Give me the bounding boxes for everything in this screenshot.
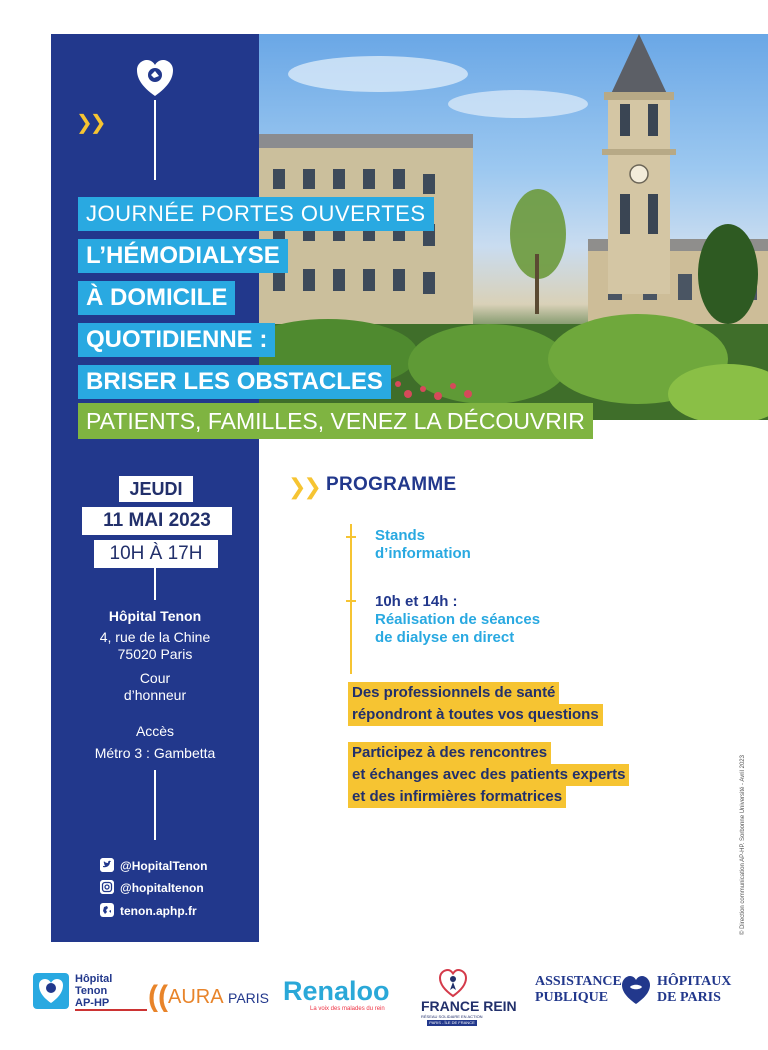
title-line-2: L’HÉMODIALYSE <box>78 239 288 273</box>
twitter-handle: @HopitalTenon <box>120 859 208 873</box>
france-rein-region: PARIS - ÎLE DE FRANCE <box>427 1020 477 1026</box>
programme-item-2-line-1: Réalisation de séances <box>375 611 541 628</box>
subtitle: PATIENTS, FAMILLES, VENEZ LA DÉCOUVRIR <box>78 403 593 439</box>
instagram-handle: @hopitaltenon <box>120 881 204 895</box>
tenon-logo-text: Hôpital Tenon AP-HP <box>75 973 113 1009</box>
programme-item-2-line-2: de dialyse en direct <box>375 629 515 646</box>
timeline-tick <box>346 536 356 538</box>
programme-title: PROGRAMME <box>326 474 457 495</box>
globe-icon <box>100 903 114 917</box>
programme-item-1-line-2: d’information <box>375 545 471 562</box>
timeline-tick <box>346 600 356 602</box>
renaloo-tagline: La voix des malades du rein <box>310 1006 385 1012</box>
programme-item-1-line-1: Stands <box>375 527 426 544</box>
credit-text: © Direction communication AP-HP. Sorbonne Université - Avril 2023 <box>740 755 746 935</box>
aphp-logo <box>535 972 740 1018</box>
tenon-heart-logo <box>135 58 175 98</box>
renaloo-logo: Renaloo <box>283 976 390 1006</box>
instagram-link[interactable] <box>100 880 204 896</box>
france-rein-name: FRANCE REIN <box>421 998 517 1014</box>
title-line-5: BRISER LES OBSTACLES <box>78 365 391 399</box>
chevron-icon: ❯❯ <box>288 474 319 499</box>
highlight-2-line-1: Participez à des rencontres <box>348 742 551 764</box>
event-date: 11 MAI 2023 <box>82 507 232 535</box>
website-url: tenon.aphp.fr <box>120 904 197 918</box>
highlight-1-line-1: Des professionnels de santé <box>348 682 559 704</box>
website-link[interactable] <box>100 903 197 919</box>
logo-underline <box>75 1009 147 1011</box>
highlight-2-line-3: et des infirmières formatrices <box>348 786 566 808</box>
aphp-left-text: ASSISTANCE PUBLIQUE <box>535 974 622 1005</box>
aura-flame-icon: (( <box>148 980 168 1013</box>
highlight-2-line-2: et échanges avec des patients experts <box>348 764 629 786</box>
address-street: 4, rue de la Chine <box>99 629 211 645</box>
title-line-3: À DOMICILE <box>78 281 235 315</box>
france-rein-heart-icon <box>438 968 468 998</box>
divider-line <box>154 770 156 840</box>
highlight-1-line-2: répondront à toutes vos questions <box>348 704 603 726</box>
instagram-icon <box>100 880 114 894</box>
address-city: 75020 Paris <box>117 646 193 662</box>
place-line-1: Cour <box>139 670 171 686</box>
title-line-4: QUOTIDIENNE : <box>78 323 275 357</box>
metro-info: Métro 3 : Gambetta <box>94 745 216 761</box>
chevron-icon: ❯❯ <box>76 112 104 134</box>
aura-paris-logo: ((AURA PARIS <box>148 980 269 1013</box>
place-line-2: d’honneur <box>123 687 187 703</box>
aphp-heart-icon <box>620 974 652 1006</box>
programme-item-2-time: 10h et 14h : <box>375 593 458 610</box>
heart-icon <box>33 973 69 1009</box>
timeline-line <box>350 524 352 674</box>
aphp-right-text: HÔPITAUX DE PARIS <box>657 974 732 1005</box>
title-line-1: JOURNÉE PORTES OUVERTES <box>78 197 434 231</box>
twitter-link[interactable] <box>100 858 207 874</box>
access-label: Accès <box>135 723 175 739</box>
france-rein-logo <box>421 968 517 1028</box>
event-hours: 10H À 17H <box>94 540 218 568</box>
hospital-name: Hôpital Tenon <box>108 608 202 624</box>
divider-line <box>154 100 156 180</box>
france-rein-subtitle: RÉSEAU SOLIDAIRE EN ACTION <box>421 1014 483 1019</box>
twitter-icon <box>100 858 114 872</box>
event-day: JEUDI <box>119 476 193 502</box>
partner-logos <box>0 956 768 1036</box>
